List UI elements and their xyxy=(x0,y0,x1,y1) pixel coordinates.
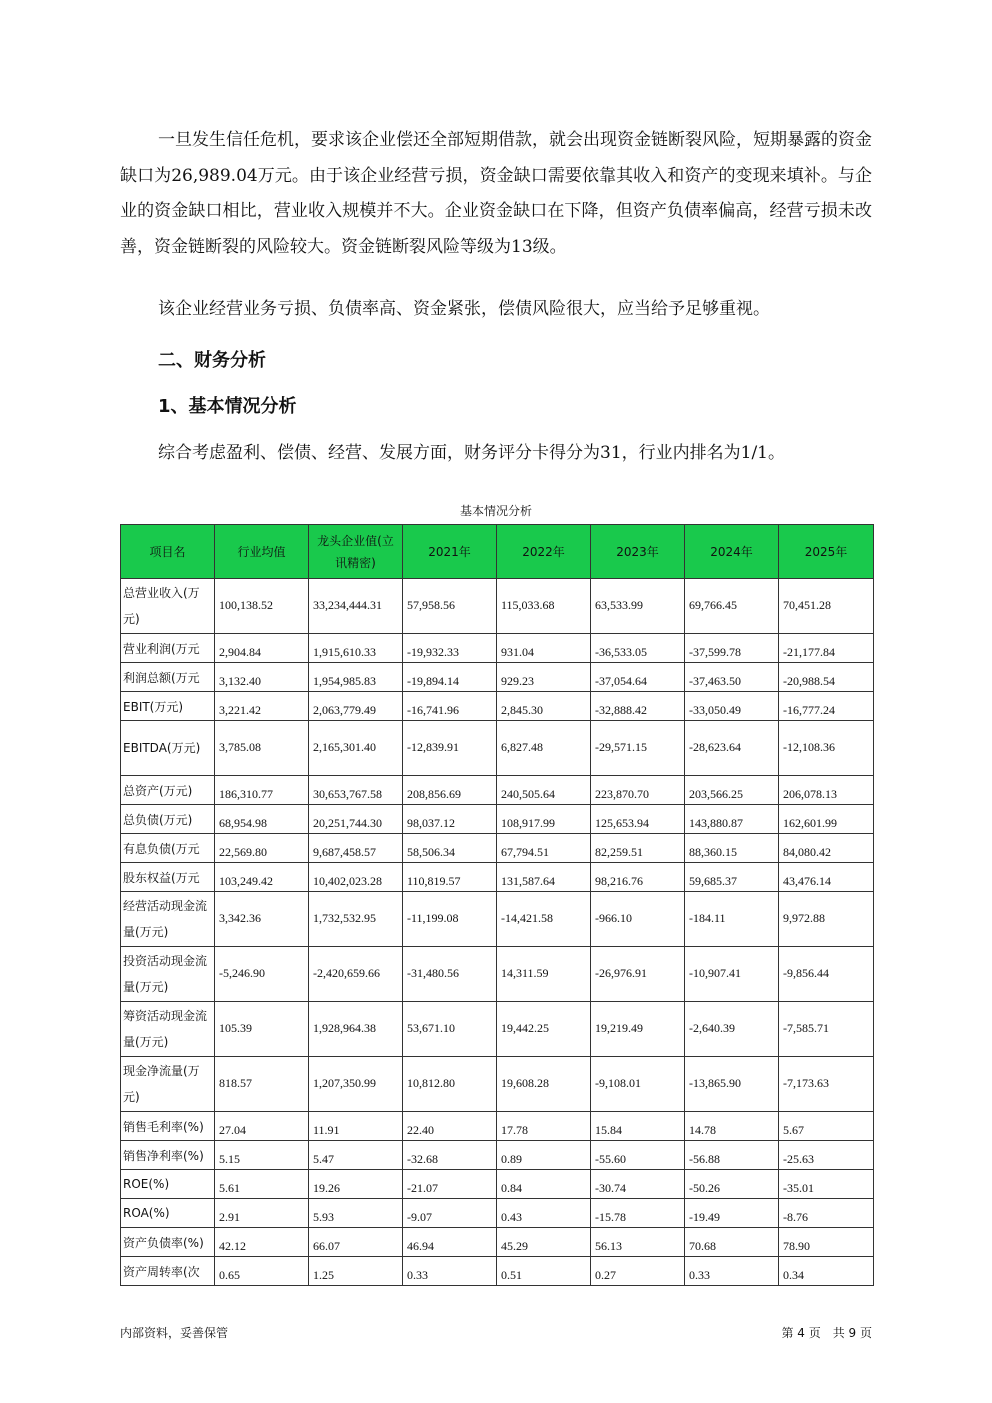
table-cell: 19.26 xyxy=(309,1170,403,1199)
table-cell: 240,505.64 xyxy=(497,776,591,805)
table-cell: -29,571.15 xyxy=(591,721,685,776)
row-label: 现金净流量(万元) xyxy=(121,1057,215,1112)
table-header-row xyxy=(121,525,874,579)
table-row xyxy=(121,892,874,947)
table-row xyxy=(121,834,874,863)
table-cell: 103,249.42 xyxy=(215,863,309,892)
row-label: 资产周转率(次 xyxy=(121,1257,215,1286)
table-cell: 45.29 xyxy=(497,1228,591,1257)
table-cell: 57,958.56 xyxy=(403,579,497,634)
table-cell: 1,207,350.99 xyxy=(309,1057,403,1112)
table-cell: 27.04 xyxy=(215,1112,309,1141)
table-cell: 110,819.57 xyxy=(403,863,497,892)
table-cell: 15.84 xyxy=(591,1112,685,1141)
table-cell: 2,904.84 xyxy=(215,634,309,663)
table-cell: 42.12 xyxy=(215,1228,309,1257)
table-cell: 59,685.37 xyxy=(685,863,779,892)
table-header-cell: 2024年 xyxy=(685,525,779,579)
table-cell: -2,640.39 xyxy=(685,1002,779,1057)
table-row xyxy=(121,863,874,892)
table-row xyxy=(121,1170,874,1199)
table-cell: 14.78 xyxy=(685,1112,779,1141)
table-cell: 6,827.48 xyxy=(497,721,591,776)
table-cell: -19,894.14 xyxy=(403,663,497,692)
paragraph-text: 一旦发生信任危机，要求该企业偿还全部短期借款，就会出现资金链断裂风险，短期暴露的资金缺口为26,989.04万元。由于该企业经营亏损，资金缺口需要依靠其收入和资产的变现来填补。与企业的资金缺口相比，营业收入规模并不大。企业资金缺口在下降，但资产负债率偏高，经营亏损未改善，资金链断裂的风险较大。资金链断裂风险等级为13级。 xyxy=(120,130,872,257)
table-cell: 78.90 xyxy=(779,1228,874,1257)
table-cell: 70.68 xyxy=(685,1228,779,1257)
table-cell: 98,037.12 xyxy=(403,805,497,834)
table-header-cell: 行业均值 xyxy=(215,525,309,579)
table-cell: -35.01 xyxy=(779,1170,874,1199)
table-cell: 19,442.25 xyxy=(497,1002,591,1057)
table-cell: 53,671.10 xyxy=(403,1002,497,1057)
table-cell: 3,342.36 xyxy=(215,892,309,947)
table-caption: 基本情况分析 xyxy=(459,504,532,518)
paragraph-text: 该企业经营业务亏损、负债率高、资金紧张，偿债风险很大，应当给予足够重视。 xyxy=(158,299,770,319)
table-cell: 2,845.30 xyxy=(497,692,591,721)
table-cell: -56.88 xyxy=(685,1141,779,1170)
table-cell: 2,063,779.49 xyxy=(309,692,403,721)
table-cell: 5.47 xyxy=(309,1141,403,1170)
table-cell: 105.39 xyxy=(215,1002,309,1057)
table-cell: 0.84 xyxy=(497,1170,591,1199)
table-cell: 5.67 xyxy=(779,1112,874,1141)
row-label: EBITDA(万元) xyxy=(121,721,215,776)
paragraph-score xyxy=(120,436,872,472)
row-label: 经营活动现金流量(万元) xyxy=(121,892,215,947)
row-label: EBIT(万元) xyxy=(121,692,215,721)
table-cell: 100,138.52 xyxy=(215,579,309,634)
financial-table xyxy=(120,524,874,1286)
table-cell: 67,794.51 xyxy=(497,834,591,863)
table-cell: 58,506.34 xyxy=(403,834,497,863)
row-label: 销售净利率(%) xyxy=(121,1141,215,1170)
paragraph-funding-gap xyxy=(120,123,872,265)
table-cell: 9,972.88 xyxy=(779,892,874,947)
table-row xyxy=(121,1057,874,1112)
table-cell: 56.13 xyxy=(591,1228,685,1257)
table-cell: 19,219.49 xyxy=(591,1002,685,1057)
paragraph-risk-summary xyxy=(120,292,872,328)
table-cell: 88,360.15 xyxy=(685,834,779,863)
table-row xyxy=(121,1228,874,1257)
table-row xyxy=(121,634,874,663)
table-cell: 43,476.14 xyxy=(779,863,874,892)
table-body xyxy=(121,579,874,1286)
table-header-cell: 龙头企业值(立讯精密) xyxy=(309,525,403,579)
table-cell: 69,766.45 xyxy=(685,579,779,634)
table-cell: 1,915,610.33 xyxy=(309,634,403,663)
table-cell: 2,165,301.40 xyxy=(309,721,403,776)
table-cell: 1,928,964.38 xyxy=(309,1002,403,1057)
table-cell: 68,954.98 xyxy=(215,805,309,834)
table-cell: 0.89 xyxy=(497,1141,591,1170)
table-cell: 70,451.28 xyxy=(779,579,874,634)
table-row xyxy=(121,663,874,692)
table-cell: -37,463.50 xyxy=(685,663,779,692)
table-cell: -16,777.24 xyxy=(779,692,874,721)
table-cell: 5.15 xyxy=(215,1141,309,1170)
table-cell: 1.25 xyxy=(309,1257,403,1286)
table-cell: -8.76 xyxy=(779,1199,874,1228)
table-cell: -9.07 xyxy=(403,1199,497,1228)
table-cell: 22,569.80 xyxy=(215,834,309,863)
table-row xyxy=(121,776,874,805)
table-cell: 14,311.59 xyxy=(497,947,591,1002)
table-cell: -11,199.08 xyxy=(403,892,497,947)
table-header-cell: 项目名 xyxy=(121,525,215,579)
table-cell: 1,732,532.95 xyxy=(309,892,403,947)
table-cell: -9,856.44 xyxy=(779,947,874,1002)
table-cell: 0.43 xyxy=(497,1199,591,1228)
table-row xyxy=(121,721,874,776)
table-cell: 10,402,023.28 xyxy=(309,863,403,892)
row-label: 资产负债率(%) xyxy=(121,1228,215,1257)
table-row xyxy=(121,692,874,721)
row-label: 有息负债(万元 xyxy=(121,834,215,863)
table-cell: -13,865.90 xyxy=(685,1057,779,1112)
table-row xyxy=(121,1257,874,1286)
table-cell: -37,054.64 xyxy=(591,663,685,692)
table-cell: -37,599.78 xyxy=(685,634,779,663)
table-row xyxy=(121,1002,874,1057)
table-cell: 143,880.87 xyxy=(685,805,779,834)
table-cell: -9,108.01 xyxy=(591,1057,685,1112)
table-cell: 1,954,985.83 xyxy=(309,663,403,692)
table-cell: -21,177.84 xyxy=(779,634,874,663)
table-cell: -12,839.91 xyxy=(403,721,497,776)
table-cell: 125,653.94 xyxy=(591,805,685,834)
table-cell: 98,216.76 xyxy=(591,863,685,892)
table-row xyxy=(121,947,874,1002)
table-cell: 10,812.80 xyxy=(403,1057,497,1112)
table-cell: 223,870.70 xyxy=(591,776,685,805)
table-cell: -21.07 xyxy=(403,1170,497,1199)
table-cell: -2,420,659.66 xyxy=(309,947,403,1002)
table-cell: -10,907.41 xyxy=(685,947,779,1002)
table-header-cell: 2023年 xyxy=(591,525,685,579)
table-cell: 3,221.42 xyxy=(215,692,309,721)
table-cell: 30,653,767.58 xyxy=(309,776,403,805)
table-cell: -12,108.36 xyxy=(779,721,874,776)
table-cell: -55.60 xyxy=(591,1141,685,1170)
table-row xyxy=(121,579,874,634)
table-cell: 186,310.77 xyxy=(215,776,309,805)
row-label: 筹资活动现金流量(万元) xyxy=(121,1002,215,1057)
table-cell: -20,988.54 xyxy=(779,663,874,692)
row-label: 投资活动现金流量(万元) xyxy=(121,947,215,1002)
table-row xyxy=(121,1112,874,1141)
table-cell: 162,601.99 xyxy=(779,805,874,834)
table-cell: -26,976.91 xyxy=(591,947,685,1002)
table-cell: -31,480.56 xyxy=(403,947,497,1002)
footer-page-number: 第 4 页 共 9 页 xyxy=(781,1326,872,1340)
table-cell: -32.68 xyxy=(403,1141,497,1170)
row-label: 营业利润(万元 xyxy=(121,634,215,663)
table-cell: -5,246.90 xyxy=(215,947,309,1002)
table-cell: 46.94 xyxy=(403,1228,497,1257)
row-label: ROA(%) xyxy=(121,1199,215,1228)
table-cell: -36,533.05 xyxy=(591,634,685,663)
subsection-heading: 1、基本情况分析 xyxy=(158,396,297,417)
row-label: 总营业收入(万元) xyxy=(121,579,215,634)
table-cell: -7,173.63 xyxy=(779,1057,874,1112)
table-cell: -19,932.33 xyxy=(403,634,497,663)
table-header-cell: 2021年 xyxy=(403,525,497,579)
table-cell: -14,421.58 xyxy=(497,892,591,947)
footer-confidential: 内部资料，妥善保管 xyxy=(120,1326,229,1340)
table-cell: 82,259.51 xyxy=(591,834,685,863)
table-cell: -25.63 xyxy=(779,1141,874,1170)
table-row xyxy=(121,805,874,834)
table-cell: 0.65 xyxy=(215,1257,309,1286)
table-cell: 115,033.68 xyxy=(497,579,591,634)
table-cell: 206,078.13 xyxy=(779,776,874,805)
table-cell: 5.93 xyxy=(309,1199,403,1228)
table-cell: 3,785.08 xyxy=(215,721,309,776)
table-cell: 2.91 xyxy=(215,1199,309,1228)
table-cell: 63,533.99 xyxy=(591,579,685,634)
table-cell: -33,050.49 xyxy=(685,692,779,721)
table-cell: 818.57 xyxy=(215,1057,309,1112)
table-cell: 208,856.69 xyxy=(403,776,497,805)
table-header-cell: 2025年 xyxy=(779,525,874,579)
table-cell: 0.51 xyxy=(497,1257,591,1286)
table-cell: 0.33 xyxy=(685,1257,779,1286)
table-cell: 11.91 xyxy=(309,1112,403,1141)
row-label: 总负债(万元) xyxy=(121,805,215,834)
table-cell: -184.11 xyxy=(685,892,779,947)
table-cell: -7,585.71 xyxy=(779,1002,874,1057)
table-cell: -16,741.96 xyxy=(403,692,497,721)
table-cell: -15.78 xyxy=(591,1199,685,1228)
table-cell: 931.04 xyxy=(497,634,591,663)
table-cell: -50.26 xyxy=(685,1170,779,1199)
table-cell: 66.07 xyxy=(309,1228,403,1257)
section-heading: 二、财务分析 xyxy=(158,350,266,371)
row-label: 总资产(万元) xyxy=(121,776,215,805)
table-cell: 203,566.25 xyxy=(685,776,779,805)
table-cell: 5.61 xyxy=(215,1170,309,1199)
table-cell: 20,251,744.30 xyxy=(309,805,403,834)
table-cell: 929.23 xyxy=(497,663,591,692)
table-header-cell: 2022年 xyxy=(497,525,591,579)
table-cell: -32,888.42 xyxy=(591,692,685,721)
table-cell: 0.33 xyxy=(403,1257,497,1286)
row-label: 利润总额(万元 xyxy=(121,663,215,692)
table-cell: 9,687,458.57 xyxy=(309,834,403,863)
table-cell: 19,608.28 xyxy=(497,1057,591,1112)
table-cell: -19.49 xyxy=(685,1199,779,1228)
table-cell: 84,080.42 xyxy=(779,834,874,863)
table-cell: 3,132.40 xyxy=(215,663,309,692)
table-row xyxy=(121,1199,874,1228)
table-cell: 108,917.99 xyxy=(497,805,591,834)
table-cell: 131,587.64 xyxy=(497,863,591,892)
table-cell: -966.10 xyxy=(591,892,685,947)
row-label: 股东权益(万元 xyxy=(121,863,215,892)
table-cell: 22.40 xyxy=(403,1112,497,1141)
row-label: 销售毛利率(%) xyxy=(121,1112,215,1141)
table-cell: -30.74 xyxy=(591,1170,685,1199)
table-cell: 0.34 xyxy=(779,1257,874,1286)
table-cell: -28,623.64 xyxy=(685,721,779,776)
table-row xyxy=(121,1141,874,1170)
row-label: ROE(%) xyxy=(121,1170,215,1199)
table-cell: 17.78 xyxy=(497,1112,591,1141)
table-cell: 0.27 xyxy=(591,1257,685,1286)
table-cell: 33,234,444.31 xyxy=(309,579,403,634)
paragraph-text: 综合考虑盈利、偿债、经营、发展方面，财务评分卡得分为31，行业内排名为1/1。 xyxy=(158,443,785,463)
